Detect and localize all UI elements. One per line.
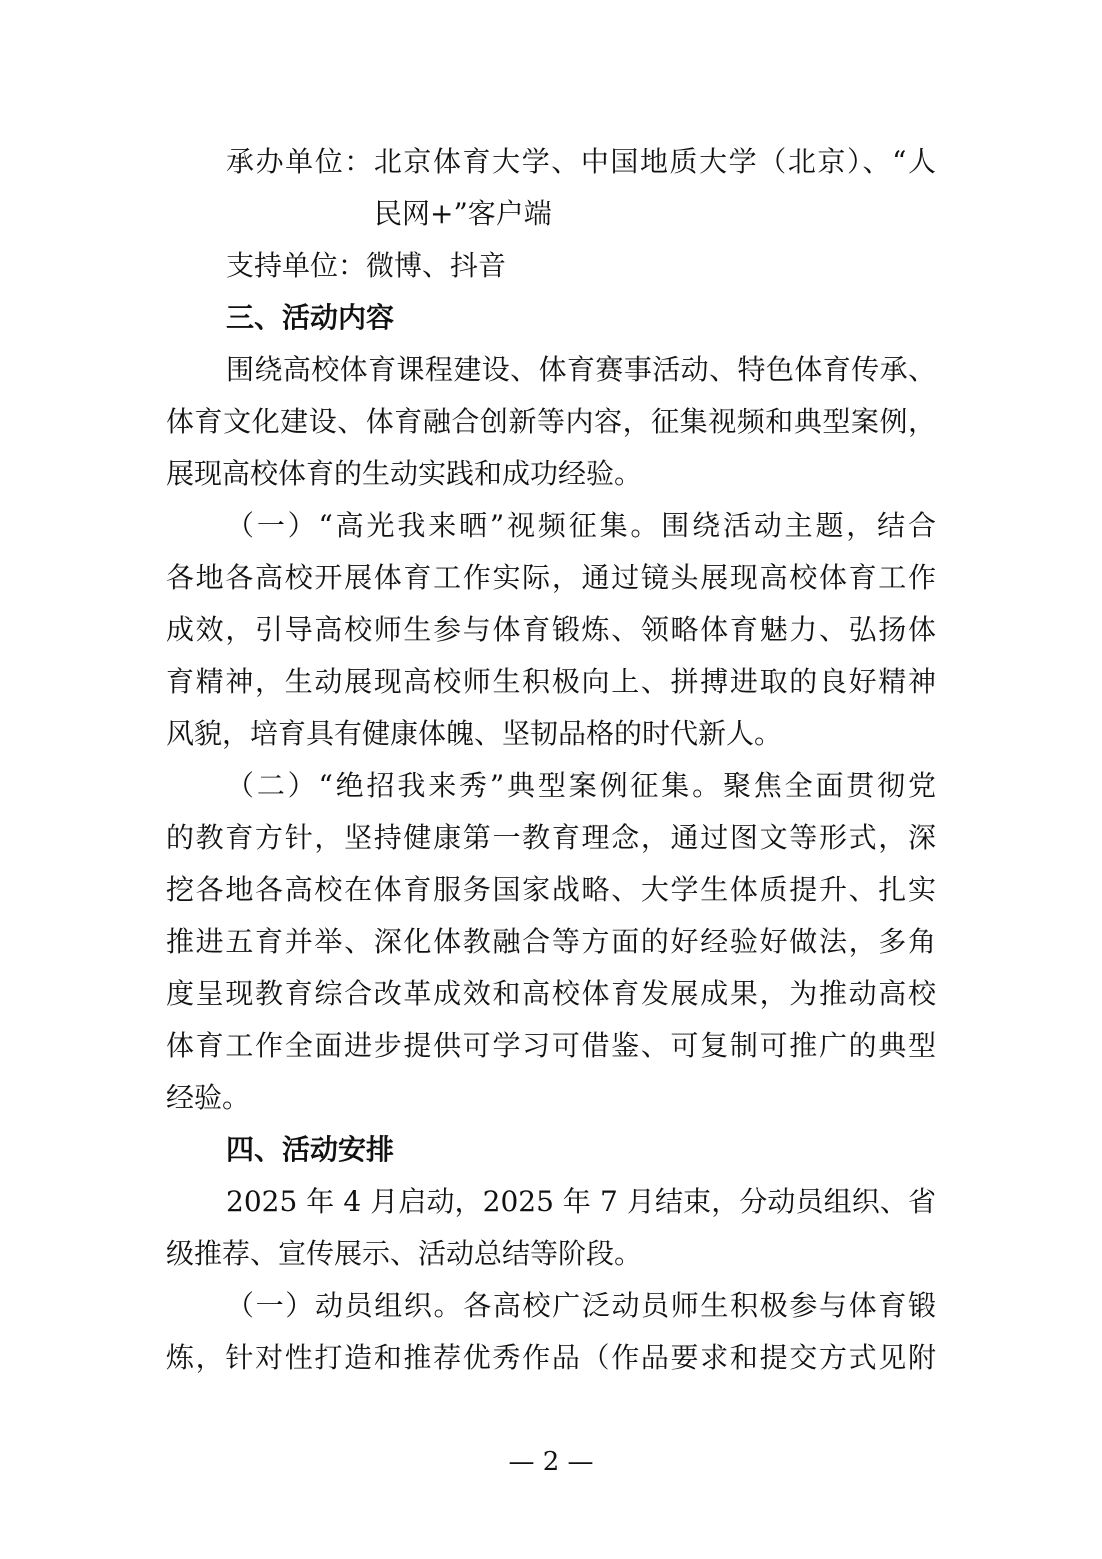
document-body <box>166 136 936 1384</box>
paragraph-line: 挖各地各高校在体育服务国家战略、大学生体质提升、扎实 <box>166 873 936 906</box>
section-heading-content: 三、活动内容 <box>226 301 395 334</box>
section-heading-schedule: 四、活动安排 <box>226 1133 395 1166</box>
paragraph-line: 经验。 <box>166 1081 251 1114</box>
paragraph-line: （一）“高光我来晒”视频征集。围绕活动主题，结合 <box>226 509 936 542</box>
paragraph-line: 各地各高校开展体育工作实际，通过镜头展现高校体育工作 <box>166 561 936 594</box>
paragraph-line: 炼，针对性打造和推荐优秀作品（作品要求和提交方式见附 <box>166 1341 936 1374</box>
paragraph-line: 育精神，生动展现高校师生积极向上、拼搏进取的良好精神 <box>166 665 936 698</box>
paragraph-line: 风貌，培育具有健康体魄、坚韧品格的时代新人。 <box>166 717 783 750</box>
paragraph-line: 展现高校体育的生动实践和成功经验。 <box>166 457 643 490</box>
paragraph-line: （一）动员组织。各高校广泛动员师生积极参与体育锻 <box>226 1289 936 1322</box>
paragraph-line: （二）“绝招我来秀”典型案例征集。聚焦全面贯彻党 <box>226 769 936 802</box>
paragraph-line: 推进五育并举、深化体教融合等方面的好经验好做法，多角 <box>166 925 936 958</box>
paragraph-line: 体育工作全面进步提供可学习可借鉴、可复制可推广的典型 <box>166 1029 936 1062</box>
host-unit-line: 承办单位：北京体育大学、中国地质大学（北京）、“人 <box>226 145 936 178</box>
paragraph-line: 2025 年 4 月启动，2025 年 7 月结束，分动员组织、省 <box>226 1185 936 1218</box>
paragraph-line: 体育文化建设、体育融合创新等内容，征集视频和典型案例， <box>166 405 936 438</box>
paragraph-line: 度呈现教育综合改革成效和高校体育发展成果，为推动高校 <box>166 977 936 1010</box>
paragraph-line: 成效，引导高校师生参与体育锻炼、领略体育魅力、弘扬体 <box>166 613 936 646</box>
host-unit-line-continued: 民网+”客户端 <box>374 197 552 230</box>
support-unit-line: 支持单位：微博、抖音 <box>226 249 507 282</box>
paragraph-line: 级推荐、宣传展示、活动总结等阶段。 <box>166 1237 643 1270</box>
page-number: — 2 — <box>508 1447 594 1477</box>
paragraph-line: 围绕高校体育课程建设、体育赛事活动、特色体育传承、 <box>226 353 936 386</box>
paragraph-line: 的教育方针，坚持健康第一教育理念，通过图文等形式，深 <box>166 821 936 854</box>
